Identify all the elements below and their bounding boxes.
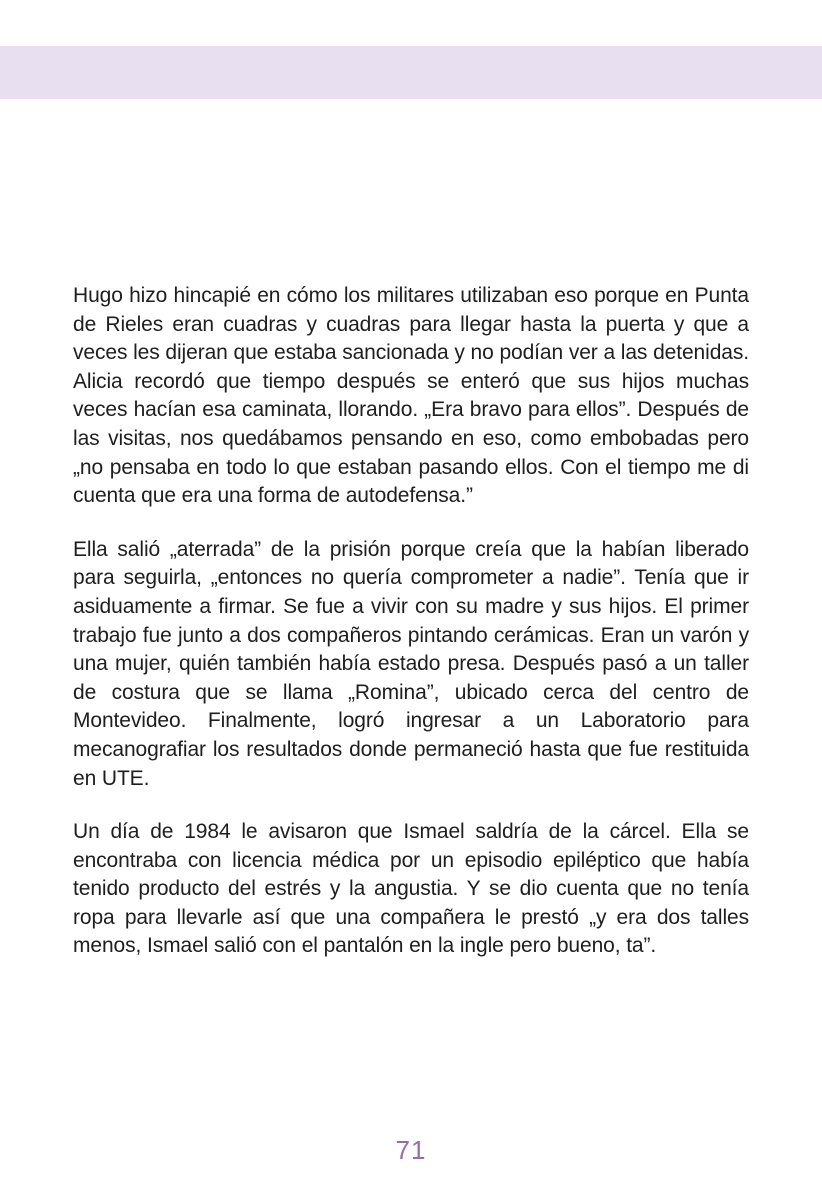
paragraph: Un día de 1984 le avisaron que Ismael saldría de la cárcel. Ella se encontraba con licencia médica por un episodio epiléptico que había tenido producto del estrés y la angustia. Y se dio cuenta que no tenía ropa para llevarle así que una compañera le prestó „y era dos talles menos, Ismael salió con el pantalón en la ingle pero bueno, ta”. bbox=[73, 820, 749, 958]
header-band bbox=[0, 46, 822, 99]
page-number: 71 bbox=[395, 1135, 427, 1165]
page-body bbox=[73, 282, 749, 986]
paragraph: Ella salió „aterrada” de la prisión porque creía que la habían liberado para seguirla, „entonces no quería comprometer a nadie”. Tenía que ir asiduamente a firmar. Se fue a vivir con su madre y sus hijos. El primer trabajo fue junto a dos compañeros pintando cerámicas. Eran un varón y una mujer, quién también había estado presa. Después pasó a un taller de costura que se llama „Romina”, ubicado cerca del centro de Montevideo. Finalmente, logró ingresar a un Laboratorio para mecanografiar los resultados donde permaneció hasta que fue restituida en UTE. bbox=[73, 537, 749, 790]
paragraph: Hugo hizo hincapié en cómo los militares utilizaban eso porque en Punta de Rieles eran cuadras y cuadras para llegar hasta la puerta y que a veces les dijeran que estaba sancionada y no podían ver a las detenidas. Alicia recordó que tiempo después se enteró que sus hijos muchas veces hacían esa caminata, llorando. „Era bravo para ellos”. Después de las visitas, nos quedábamos pensando en eso, como embobadas pero „no pensaba en todo lo que estaban pasando ellos. Con el tiempo me di cuenta que era una forma de autodefensa.” bbox=[73, 284, 749, 508]
